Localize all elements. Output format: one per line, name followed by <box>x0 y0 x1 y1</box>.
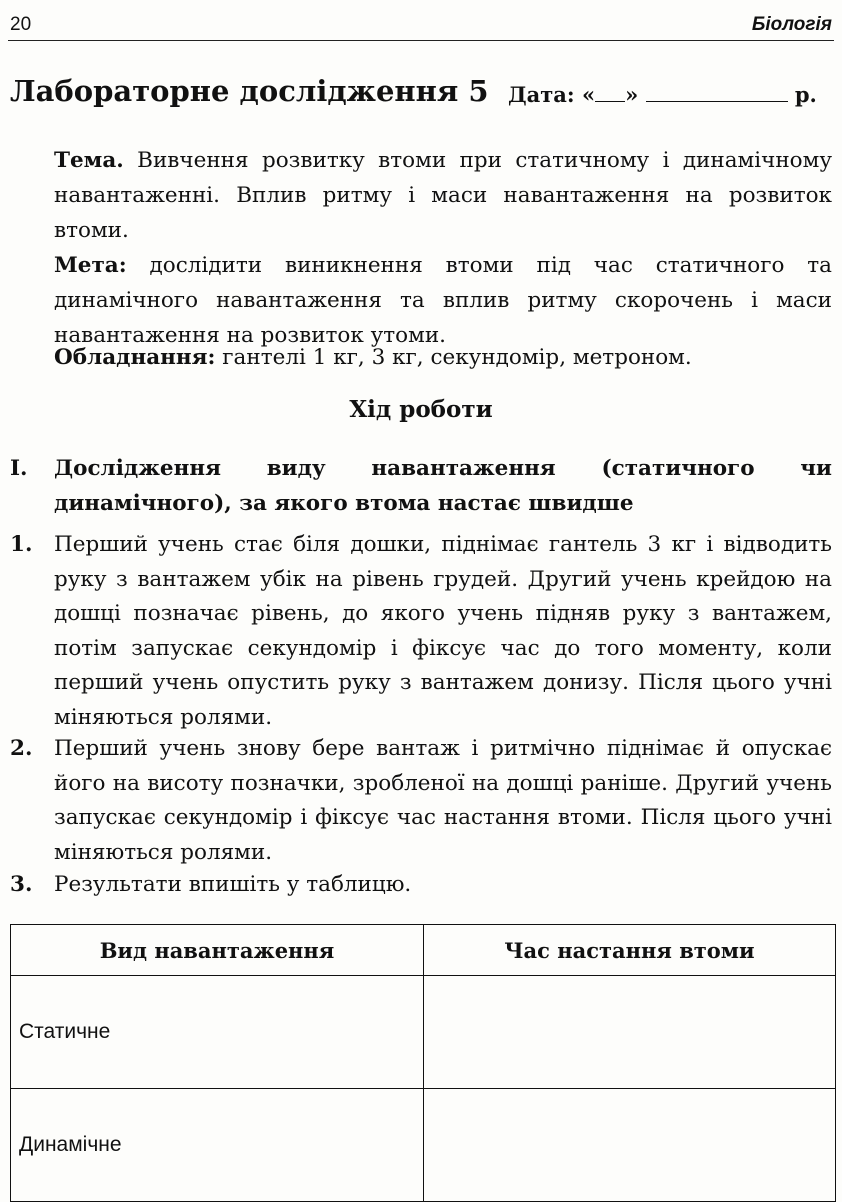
step-text: Результати впишіть у таблицю. <box>54 872 412 897</box>
page-number: 20 <box>10 14 32 35</box>
step-number: 2. <box>10 736 33 761</box>
equipment-paragraph <box>10 340 832 375</box>
goal-text: дослідити виникнення втоми під час статичного та динамічного навантаження та вплив ритму скорочень і маси навантаження на розвиток утоми. <box>54 253 832 348</box>
column-header-fatigue-time: Час настання втоми <box>424 925 836 976</box>
section-heading-text: Дослідження виду навантаження (статичного чи динамічного), за якого втома настає швидше <box>54 456 832 516</box>
quote-open: « <box>581 82 596 107</box>
step-text: Перший учень знову бере вантаж і ритмічно піднімає й опускає його на висоту позначки, зробленої на дошці раніше. Другий учень запускає секундомір і фіксує час настання втоми. Після цього учні міняються ролями. <box>54 736 832 865</box>
section-heading <box>10 452 832 521</box>
fatigue-time-cell[interactable] <box>424 976 836 1089</box>
equipment-label: Обладнання: <box>54 345 216 370</box>
date-line <box>508 82 817 107</box>
lab-title: Лабораторне дослідження 5 <box>10 74 489 108</box>
month-blank[interactable] <box>646 85 788 102</box>
step-item <box>10 528 832 735</box>
quote-close: » <box>625 82 639 107</box>
step-item <box>10 868 832 903</box>
date-label: Дата: <box>508 82 575 107</box>
column-header-load-type: Вид навантаження <box>11 925 424 976</box>
year-suffix: р. <box>794 82 817 107</box>
step-number: 1. <box>10 532 33 557</box>
page-header <box>8 6 834 41</box>
procedure-title: Хід роботи <box>349 396 493 423</box>
results-table <box>10 924 836 1202</box>
table-row <box>11 1089 836 1202</box>
fatigue-time-cell[interactable] <box>424 1089 836 1202</box>
subject-title: Біологія <box>751 14 832 35</box>
equipment-text: гантелі 1 кг, 3 кг, секундомір, метроном. <box>222 345 692 370</box>
load-type-cell: Статичне <box>11 976 424 1089</box>
table-row <box>11 976 836 1089</box>
step-number: 3. <box>10 872 33 897</box>
section-number: I. <box>10 456 28 481</box>
topic-text: Вивчення розвитку втоми при статичному і динамічному навантаженні. Вплив ритму і маси навантаження на розвиток втоми. <box>54 148 833 243</box>
goal-label: Мета: <box>54 253 127 278</box>
day-blank[interactable] <box>595 85 625 102</box>
table-header-row <box>11 925 836 976</box>
step-text: Перший учень стає біля дошки, піднімає гантель 3 кг і відводить руку з вантажем убік на рівень грудей. Другий учень крейдою на дошці позначає рівень, до якого учень підняв руку з вантажем, потім запускає секундомір і фіксує час до того моменту, коли перший учень опустить руку з вантажем донизу. Після цього учні міняються ролями. <box>54 532 832 730</box>
topic-paragraph <box>10 143 832 248</box>
topic-label: Тема. <box>54 148 124 173</box>
step-item <box>10 732 832 870</box>
load-type-cell: Динамічне <box>11 1089 424 1202</box>
goal-paragraph <box>10 248 832 353</box>
